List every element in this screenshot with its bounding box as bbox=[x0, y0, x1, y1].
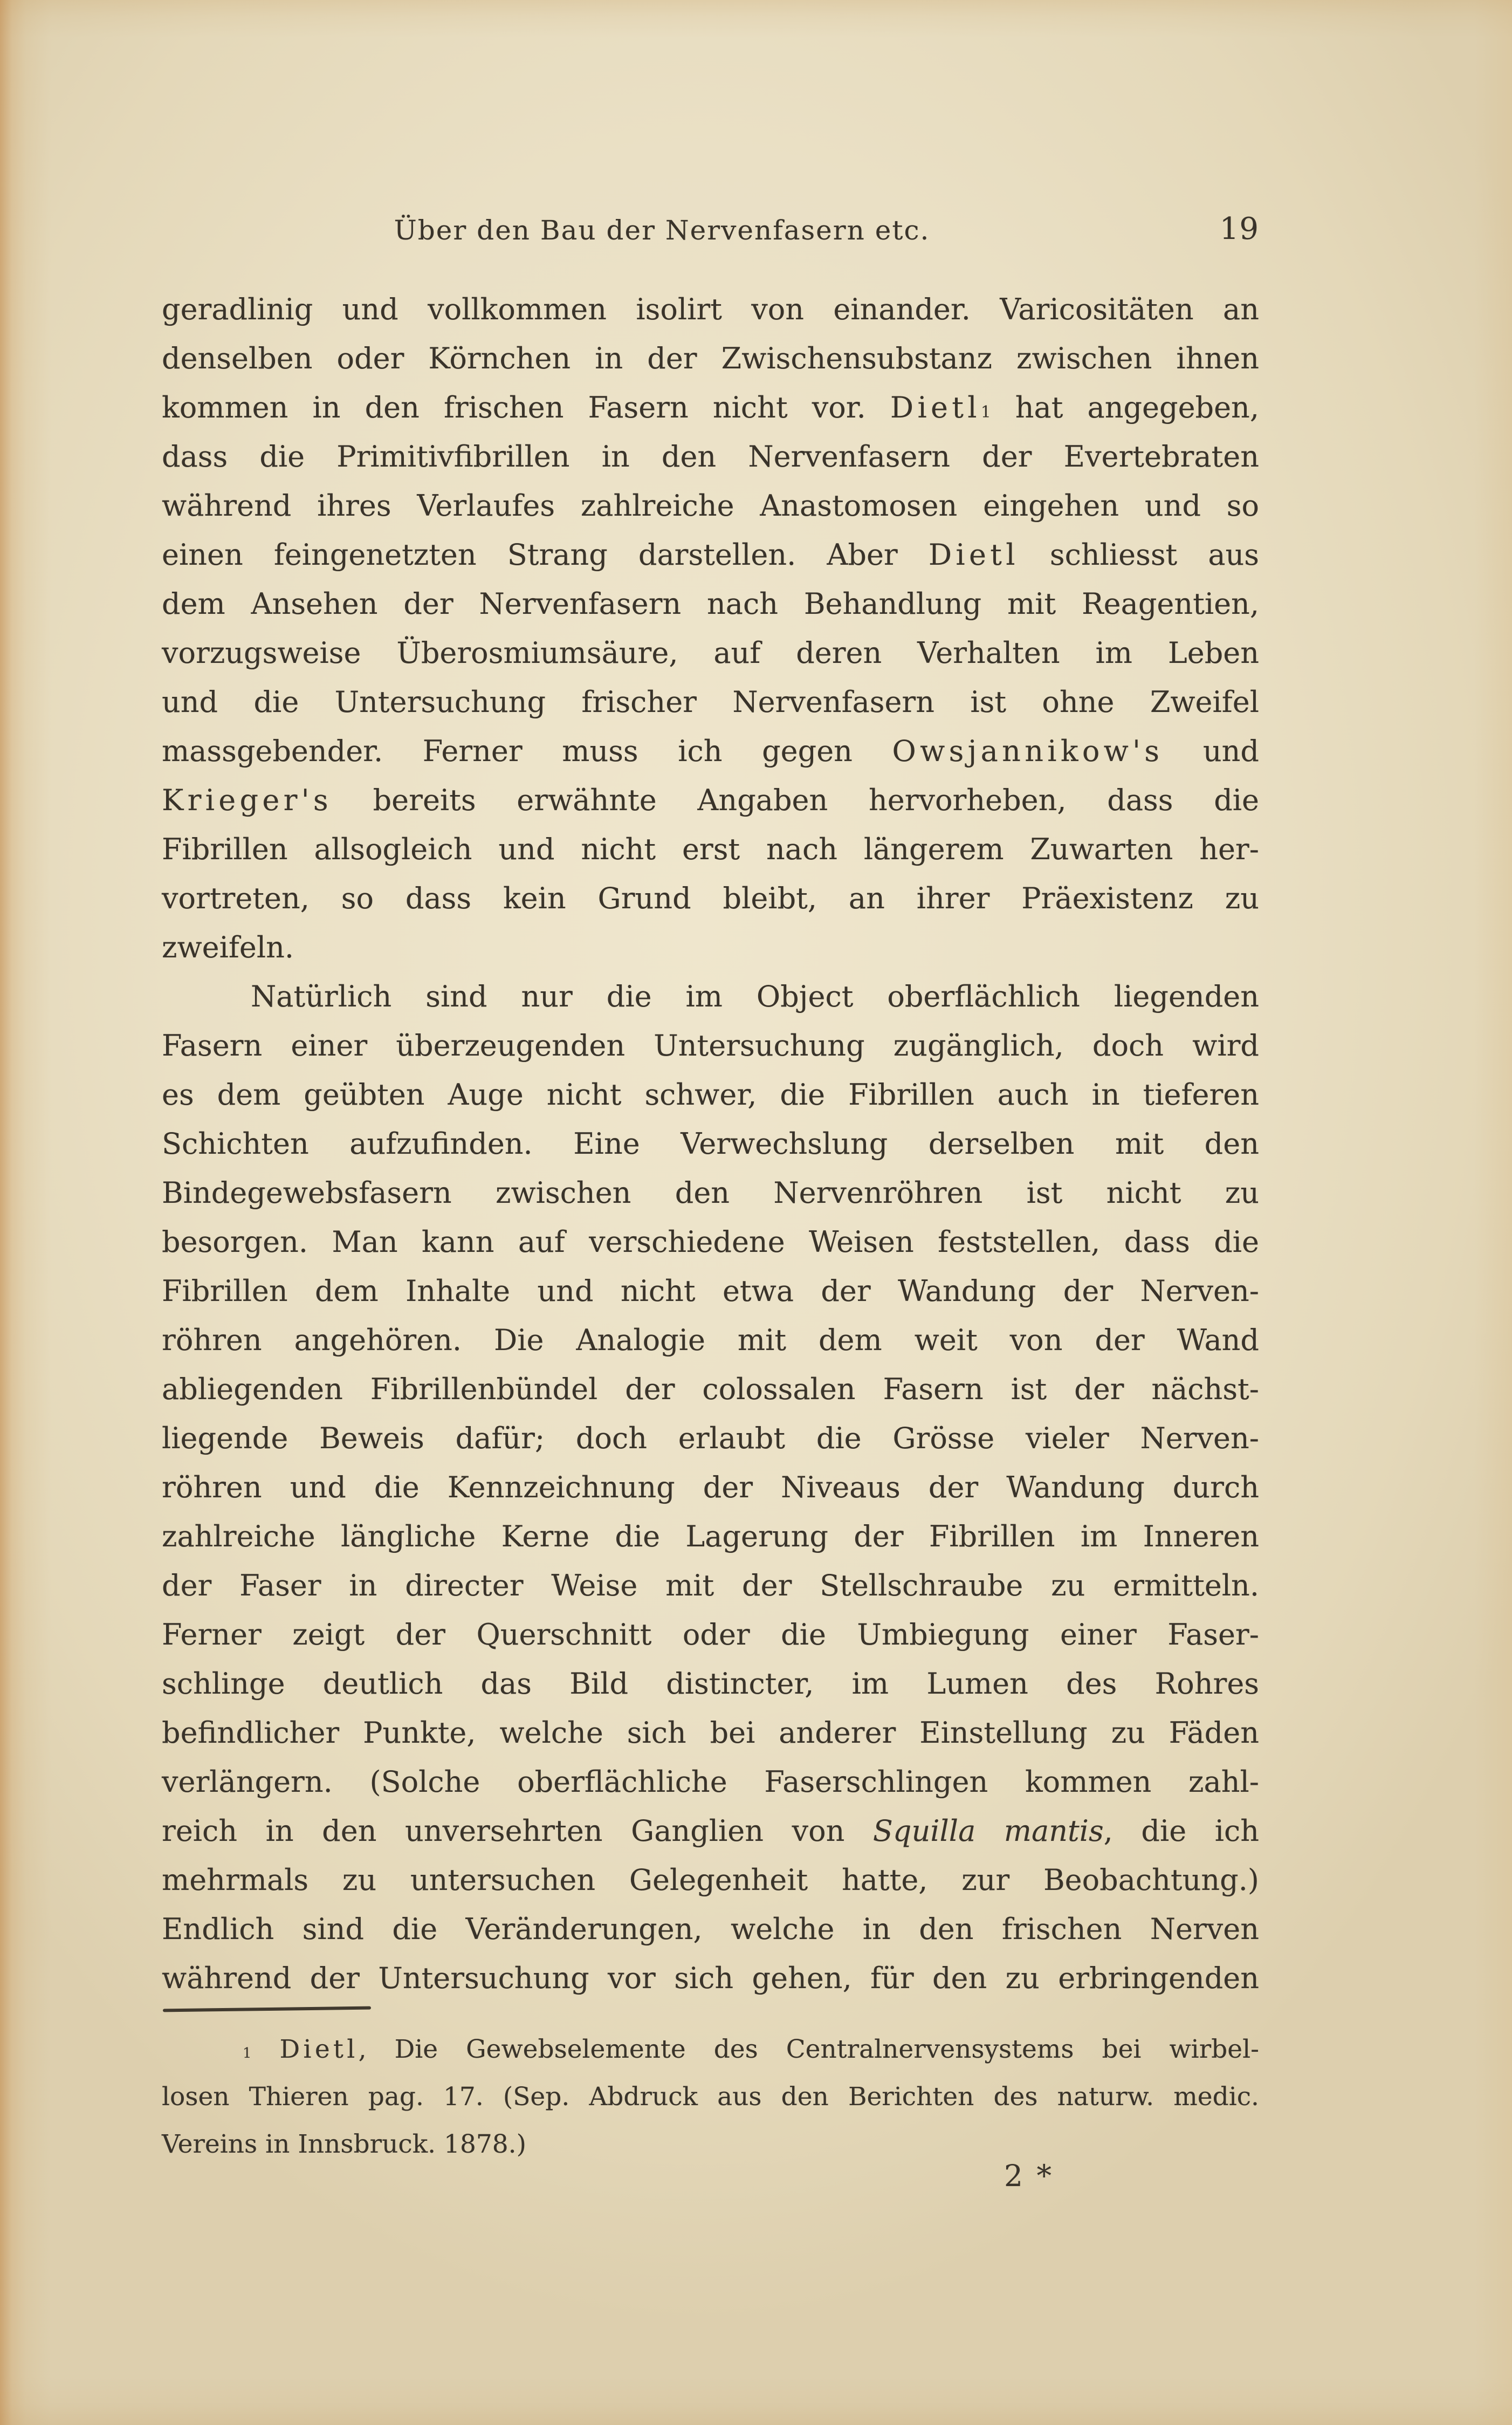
footnote-line bbox=[162, 2026, 1259, 2073]
text-run: röhren angehören. Die Analogie mit dem weit von der Wand bbox=[162, 1323, 1259, 1357]
text-run: einen feingenetzten Strang darstellen. Aber bbox=[162, 538, 929, 572]
text-run: abliegenden Fibrillenbündel der colossalen Fasern ist der nächst- bbox=[162, 1372, 1259, 1406]
body-text-line bbox=[162, 1316, 1259, 1365]
body-text-line bbox=[162, 1070, 1259, 1119]
text-run: dass die Primitivfibrillen in den Nervenfasern der Evertebraten bbox=[162, 440, 1259, 474]
text-run: losen Thieren pag. 17. (Sep. Abdruck aus den Berichten des naturw. medic. bbox=[162, 2082, 1259, 2112]
text-run: kommen in den frischen Fasern nicht vor. bbox=[162, 391, 890, 424]
body-text-line bbox=[162, 432, 1259, 481]
text-run: zweifeln. bbox=[162, 930, 294, 964]
letterspaced-name: Krieger's bbox=[162, 783, 332, 817]
body-text-line bbox=[162, 727, 1259, 776]
body-text-line bbox=[162, 1806, 1259, 1855]
superscript-footnote-ref: 1 bbox=[243, 2045, 252, 2061]
body-text-line bbox=[162, 1266, 1259, 1316]
text-run: denselben oder Körnchen in der Zwischensubstanz zwischen ihnen bbox=[162, 341, 1259, 375]
text-run: Ferner zeigt der Querschnitt oder die Umbiegung einer Faser- bbox=[162, 1618, 1259, 1652]
text-run: der Faser in directer Weise mit der Stellschraube zu ermitteln. bbox=[162, 1568, 1259, 1602]
body-text-line bbox=[162, 825, 1259, 874]
body-text-line bbox=[162, 776, 1259, 825]
body-text bbox=[162, 285, 1259, 2003]
text-run: und bbox=[1163, 734, 1259, 768]
footnote-separator-rule bbox=[163, 2006, 371, 2012]
text-run: schlinge deutlich das Bild distincter, im Lumen des Rohres bbox=[162, 1667, 1259, 1701]
body-text-line bbox=[162, 334, 1259, 383]
text-run: Vereins in Innsbruck. 1878.) bbox=[162, 2129, 526, 2159]
text-run: besorgen. Man kann auf verschiedene Weisen feststellen, dass die bbox=[162, 1225, 1259, 1259]
body-text-line bbox=[162, 1512, 1259, 1561]
body-text-line bbox=[162, 1905, 1259, 1954]
text-run: verlängern. (Solche oberflächliche Faserschlingen kommen zahl- bbox=[162, 1765, 1259, 1799]
text-run: Fasern einer überzeugenden Untersuchung zugänglich, doch wird bbox=[162, 1029, 1259, 1063]
text-run: dem Ansehen der Nervenfasern nach Behandlung mit Reagentien, bbox=[162, 587, 1259, 621]
body-text-line bbox=[162, 1855, 1259, 1905]
letterspaced-name: Dietl bbox=[890, 391, 981, 424]
text-run: , die ich bbox=[1103, 1814, 1259, 1848]
italic-species-name: Squilla mantis bbox=[872, 1814, 1104, 1848]
page-number: 19 bbox=[1219, 211, 1259, 246]
running-head bbox=[162, 211, 1259, 252]
text-run: während der Untersuchung vor sich gehen, für den zu erbringenden bbox=[162, 1961, 1259, 1995]
body-text-line bbox=[162, 1708, 1259, 1757]
text-run: mehrmals zu untersuchen Gelegenheit hatte, zur Beobachtung.) bbox=[162, 1863, 1259, 1897]
text-run: zahlreiche längliche Kerne die Lagerung der Fibrillen im Inneren bbox=[162, 1519, 1259, 1553]
body-text-line bbox=[162, 972, 1259, 1021]
text-run: Natürlich sind nur die im Object oberflächlich liegenden bbox=[251, 979, 1259, 1013]
body-text-line bbox=[162, 530, 1259, 579]
body-text-line bbox=[162, 1365, 1259, 1414]
running-head-title: Über den Bau der Nervenfasern etc. bbox=[394, 215, 930, 246]
text-run: Fibrillen allsogleich und nicht erst nach längerem Zuwarten her- bbox=[162, 832, 1259, 866]
body-text-line bbox=[162, 677, 1259, 727]
body-text-line bbox=[162, 1021, 1259, 1070]
text-run: röhren und die Kennzeichnung der Niveaus der Wandung durch bbox=[162, 1470, 1259, 1504]
body-text-line bbox=[162, 1757, 1259, 1806]
body-text-line bbox=[162, 1954, 1259, 2003]
text-run: reich in den unversehrten Ganglien von bbox=[162, 1814, 873, 1848]
body-text-line bbox=[162, 628, 1259, 677]
text-run: geradlinig und vollkommen isolirt von einander. Varicositäten an bbox=[162, 292, 1259, 326]
text-run: Endlich sind die Veränderungen, welche in den frischen Nerven bbox=[162, 1912, 1259, 1946]
text-run: liegende Beweis dafür; doch erlaubt die Grösse vieler Nerven- bbox=[162, 1421, 1259, 1455]
signature-mark: 2 * bbox=[1004, 2159, 1051, 2193]
text-run: schliesst aus bbox=[1019, 538, 1260, 572]
body-text-line bbox=[162, 1463, 1259, 1512]
body-text-line bbox=[162, 579, 1259, 628]
letterspaced-name: Dietl bbox=[928, 538, 1019, 572]
text-run: vortreten, so dass kein Grund bleibt, an ihrer Präexistenz zu bbox=[162, 881, 1259, 915]
body-text-line bbox=[162, 1659, 1259, 1708]
text-run: Schichten aufzufinden. Eine Verwechslung derselben mit den bbox=[162, 1127, 1259, 1161]
text-run: vorzugsweise Überosmiumsäure, auf deren Verhalten im Leben bbox=[162, 636, 1259, 670]
body-text-line bbox=[162, 1168, 1259, 1217]
body-text-line bbox=[162, 383, 1259, 432]
text-run: bereits erwähnte Angaben hervorheben, dass die bbox=[332, 783, 1259, 817]
body-text-line bbox=[162, 1610, 1259, 1659]
text-run bbox=[251, 2034, 279, 2064]
text-run: hat angegeben, bbox=[991, 391, 1260, 424]
body-text-line bbox=[162, 1414, 1259, 1463]
text-run: massgebender. Ferner muss ich gegen bbox=[162, 734, 892, 768]
body-text-line bbox=[162, 1561, 1259, 1610]
body-text-line bbox=[162, 1119, 1259, 1168]
letterspaced-name: Owsjannikow's bbox=[892, 734, 1164, 768]
text-run: und die Untersuchung frischer Nervenfasern ist ohne Zweifel bbox=[162, 685, 1259, 719]
text-run: befindlicher Punkte, welche sich bei anderer Einstellung zu Fäden bbox=[162, 1716, 1259, 1750]
footnote-line bbox=[162, 2121, 1259, 2168]
text-run: es dem geübten Auge nicht schwer, die Fibrillen auch in tieferen bbox=[162, 1078, 1259, 1112]
text-run: während ihres Verlaufes zahlreiche Anastomosen eingehen und so bbox=[162, 489, 1259, 523]
superscript-footnote-ref: 1 bbox=[980, 403, 991, 422]
footnote bbox=[162, 2026, 1259, 2168]
body-text-line bbox=[162, 1217, 1259, 1266]
body-text-line bbox=[162, 285, 1259, 334]
letterspaced-name: Dietl bbox=[279, 2034, 359, 2064]
text-run: , Die Gewebselemente des Centralnervensystems bei wirbel- bbox=[358, 2034, 1259, 2064]
text-run: Fibrillen dem Inhalte und nicht etwa der Wandung der Nerven- bbox=[162, 1274, 1259, 1308]
footnote-line bbox=[162, 2073, 1259, 2121]
body-text-line bbox=[162, 874, 1259, 923]
body-text-line bbox=[162, 923, 1259, 972]
body-text-line bbox=[162, 481, 1259, 530]
text-run: Bindegewebsfasern zwischen den Nervenröhren ist nicht zu bbox=[162, 1176, 1259, 1210]
